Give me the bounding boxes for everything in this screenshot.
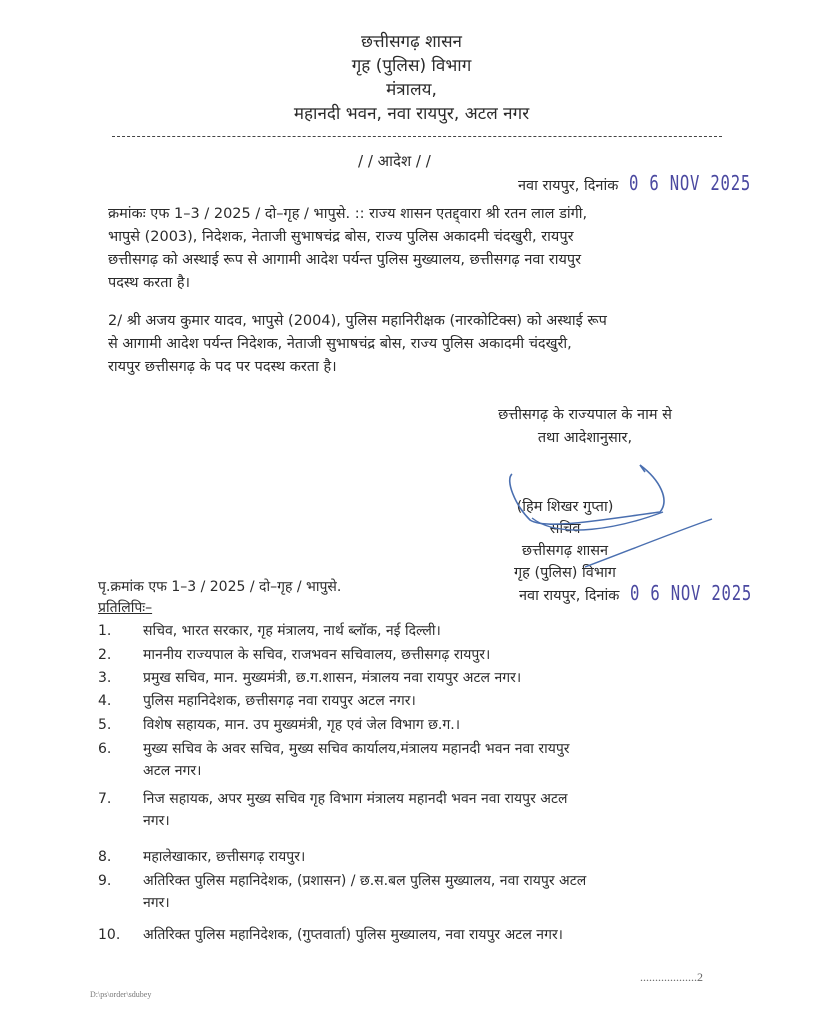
order-title: / / आदेश / / xyxy=(358,152,431,170)
copy-list: 1. सचिव, भारत सरकार, गृह मंत्रालय, नार्थ ब्लॉक, नई दिल्ली। 2. माननीय राज्यपाल के सचिव, राजभवन सचिवालय, छत्तीसगढ़ रायपुर। 3. प्रमुख सचिव, मान. मुख्यमंत्री, छ.ग.शासन, मंत्रालय नवा रायपुर अटल नगर। 4. पुलिस महानिदेशक, छत्तीसगढ़ नवा रायपुर अटल नगर। 5. विशेष सहायक, मान. उप मुख्यमंत्री, गृह एवं जेल विभाग छ.ग.। 6. मुख्य सचिव के अवर सचिव, मुख्य सचिव कार्यालय,मंत्रालय महानदी भवन नवा रायपुर अटल नगर। 7. निज सहायक, अपर मुख्य सचिव गृह विभाग मंत्रालय महानदी भवन नवा रायपुर अटल नगर। 8. महालेखाकार, छत्तीसगढ़ रायपुर। 9. अतिरिक्त पुलिस महानिदेशक, (प्रशासन) / छ.स.बल पुलिस मुख्यालय, नवा रायपुर अटल नगर। 10. अतिरिक्त पुलिस महानिदेशक, (गुप्तवार्ता) पुलिस मुख्यालय, नवा रायपुर अटल नगर। xyxy=(98,623,587,943)
para2-line: से आगामी आदेश पर्यन्त निदेशक, नेताजी सुभाषचंद्र बोस, राज्य पुलिस अकादमी चंदखुरी, xyxy=(108,336,572,352)
para2-line: 2/ श्री अजय कुमार यादव, भापुसे (2004), पुलिस महानिरीक्षक (नारकोटिक्स) को अस्थाई रूप xyxy=(108,313,607,329)
letterhead xyxy=(0,30,823,126)
copy-label: प्रतिलिपिः– xyxy=(98,600,153,616)
header-divider xyxy=(112,136,722,137)
paragraph-1 xyxy=(108,203,728,295)
govt-name: छत्तीसगढ़ शासन xyxy=(361,32,462,52)
authority-line: छत्तीसगढ़ के राज्यपाल के नाम से xyxy=(498,407,672,423)
dateline-label: नवा रायपुर, दिनांक xyxy=(518,178,619,194)
authority-block xyxy=(440,404,730,450)
para2-line: रायपुर छत्तीसगढ़ के पद पर पदस्थ करता है। xyxy=(108,359,337,375)
signatory-name: (हिम शिखर गुप्ता) xyxy=(516,499,614,515)
signatory-date-label: नवा रायपुर, दिनांक xyxy=(519,588,620,604)
signatory-dept: गृह (पुलिस) विभाग xyxy=(514,565,616,581)
department-name: गृह (पुलिस) विभाग xyxy=(351,56,472,76)
para1-line: छत्तीसगढ़ को अस्थाई रूप से आगामी आदेश पर्यन्त पुलिस मुख्यालय, छत्तीसगढ़ नवा रायपुर xyxy=(108,252,582,268)
para1-line: क्रमांकः एफ 1–3 / 2025 / दो–गृह / भापुसे. :: राज्य शासन एतद्द्वारा श्री रतन लाल डांगी, xyxy=(108,206,588,222)
dateline xyxy=(518,172,785,198)
file-path: D:\ps\order\sdubey xyxy=(90,990,152,999)
para1-line: भापुसे (2003), निदेशक, नेताजी सुभाषचंद्र बोस, राज्य पुलिस अकादमी चंदखुरी, रायपुर xyxy=(108,229,574,245)
address-line: महानदी भवन, नवा रायपुर, अटल नगर xyxy=(293,104,530,124)
para1-line: पदस्थ करता है। xyxy=(108,275,191,291)
endorsement-ref: पृ.क्रमांक एफ 1–3 / 2025 / दो–गृह / भापुसे. xyxy=(98,579,342,595)
authority-line: तथा आदेशानुसार, xyxy=(537,430,633,446)
date-stamp: 0 6 NOV 2025 xyxy=(628,171,752,195)
signatory-dateline xyxy=(519,582,786,608)
signatory-org: छत्तीसगढ़ शासन xyxy=(521,543,609,559)
paragraph-2 xyxy=(108,310,728,379)
signatory-date-stamp: 0 6 NOV 2025 xyxy=(629,581,753,605)
signatory-block xyxy=(490,496,640,584)
signatory-designation: सचिव xyxy=(549,521,581,537)
ministry-label: मंत्रालय, xyxy=(386,80,437,100)
page-continuation: ...................2 xyxy=(640,970,703,984)
